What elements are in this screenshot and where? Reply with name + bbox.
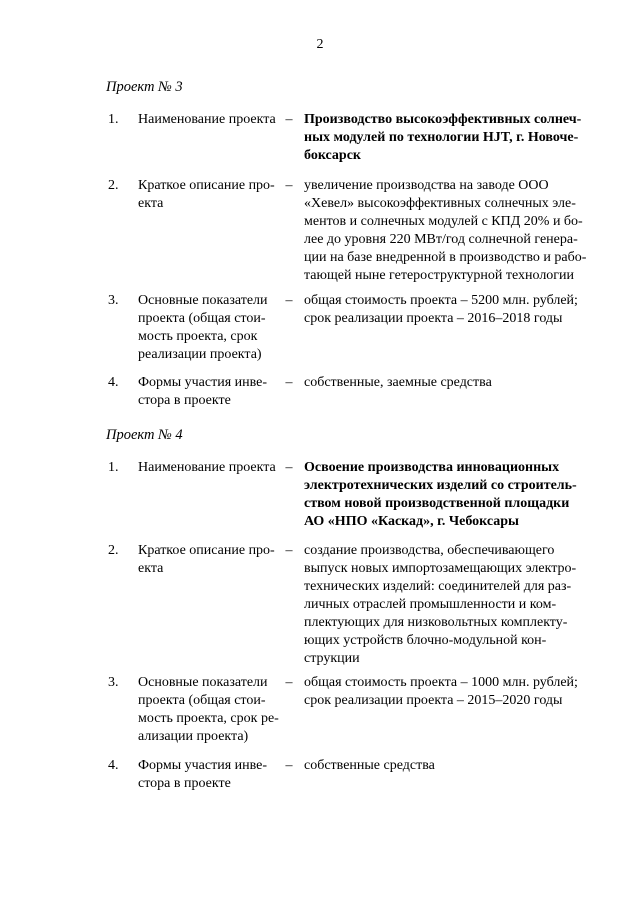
- page-number: 2: [316, 37, 324, 52]
- row-dash: –: [285, 543, 293, 558]
- row-value: общая стоимость проекта – 1000 млн. рублей; срок реализации проекта – 2015–2020 годы: [304, 675, 578, 708]
- row-number: 2.: [108, 178, 119, 193]
- row-value: общая стоимость проекта – 5200 млн. рублей; срок реализации проекта – 2016–2018 годы: [304, 293, 578, 326]
- row-label: Краткое описание про- екта: [138, 543, 275, 576]
- row-value: Производство высокоэффективных солнеч- ных модулей по технологии HJT, г. Новоче- боксарск: [304, 112, 582, 163]
- row-dash: –: [285, 112, 293, 127]
- row-value: Освоение производства инновационных электротехнических изделий со строитель- ством новой производственной площадки АО «НПО «Каскад», г. Чебоксары: [304, 460, 577, 529]
- row-number: 3.: [108, 293, 119, 308]
- project-4-title: Проект № 4: [106, 427, 183, 443]
- row-dash: –: [285, 675, 293, 690]
- row-label: Формы участия инве- стора в проекте: [138, 375, 268, 408]
- row-dash: –: [285, 375, 293, 390]
- row-dash: –: [285, 460, 293, 475]
- project-3-title: Проект № 3: [106, 79, 183, 95]
- row-label: Краткое описание про- екта: [138, 178, 275, 211]
- row-dash: –: [285, 178, 293, 193]
- row-label: Основные показатели проекта (общая стои- мость проекта, срок реализации проекта): [138, 293, 268, 362]
- row-value: создание производства, обеспечивающего выпуск новых импортозамещающих электро- технических изделий: соединителей для раз- личных отраслей промышленности и ком- плектующих для низковольтных комплекту- ющих устройств блочно-модульной кон- струкции: [304, 543, 577, 666]
- row-number: 3.: [108, 675, 119, 690]
- row-value: увеличение производства на заводе ООО «Хевел» высокоэффективных солнечных эле- ментов и солнечных модулей с КПД 20% и бо- лее до уровня 220 МВт/год солнечной генера- ции на базе внедренной в производство и рабо- тающей ныне гетероструктурной технологии: [304, 178, 587, 283]
- row-number: 2.: [108, 543, 119, 558]
- row-dash: –: [285, 758, 293, 773]
- row-number: 4.: [108, 758, 119, 773]
- row-label: Наименование проекта: [138, 460, 276, 475]
- row-number: 4.: [108, 375, 119, 390]
- row-label: Формы участия инве- стора в проекте: [138, 758, 268, 791]
- row-value: собственные средства: [304, 758, 435, 773]
- row-number: 1.: [108, 460, 119, 475]
- row-label: Основные показатели проекта (общая стои- мость проекта, срок ре- ализации проекта): [138, 675, 279, 744]
- row-dash: –: [285, 293, 293, 308]
- row-value: собственные, заемные средства: [304, 375, 492, 390]
- row-number: 1.: [108, 112, 119, 127]
- row-label: Наименование проекта: [138, 112, 276, 127]
